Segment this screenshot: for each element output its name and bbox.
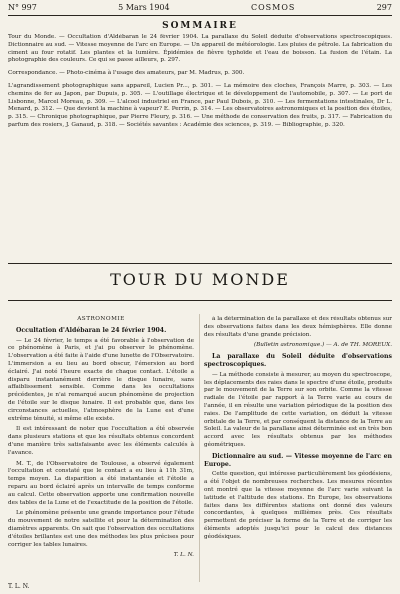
issue-date: 5 Mars 1904: [118, 3, 170, 12]
tour-du-monde-title: TOUR DU MONDE: [110, 270, 290, 289]
issue-number: N° 997: [8, 3, 37, 12]
article-title: La parallaxe du Soleil déduite d'observations spectroscopiques.: [204, 353, 392, 368]
article-paragraph: — Le 24 février, le temps a été favorable à l'observation de ce phénomène à Paris, et j'ai pu observer le phénomène. L'observation a été faite à l'aide d'une lunette de l'Observatoire. L'immersion a eu lieu au bord obscur, l'émersion au bord éclairé. J'ai noté l'heure exacte de chaque contact. L'étoile a disparu instantanément derrière le disque lunaire, sans affaiblissement sensible. Comme dans les occultations précédentes, je n'ai remarqué aucun phénomène de projection de l'étoile sur le disque lunaire. Il est probable que, dans les circonstances actuelles, l'atmosphère de la Lune est d'une extrême ténuité, si même elle existe.: [8, 337, 194, 422]
article-paragraph: à la détermination de la parallaxe et des résultats obtenus sur des observations faites dans les deux hémisphères. Elle donne des résultats d'une grande précision.: [204, 316, 392, 338]
sommaire-paragraph: Tour du Monde. — Occultation d'Aldébaran le 24 février 1904. La parallaxe du Soleil déduite d'observations spectroscopiques. Dictionnaire au sud. — Vitesse moyenne de l'arc en Europe. — Un appareil de météorologie. Les pluies de pétrole. La fabrication du ciment au four rotatif. Les plantes et la lumière. Épidémies de fièvre typhoïde et l'eau de boisson. La fusion de l'étain. La photographie des couleurs. Ce qui se passe ailleurs, p. 297.: [8, 34, 392, 64]
article-signature: T. L. N.: [173, 552, 194, 559]
column-separator: [199, 314, 200, 582]
sommaire-paragraph: L'agrandissement photographique sans appareil, Lucien Pr..., p. 301. — La mémoire des cloches, François Marre, p. 303. — Les chemins de fer au Japon, par Dupuis, p. 305. — L'outillage électrique et le développement de l'automobile, p. 307. — Le port de Lisbonne, Marcel Moreau, p. 309. — L'alcool industriel en France, par Paul Dubois, p. 310. — Les fermentations intestinales, Dr L. Menard, p. 312. — Que devient la machine à vapeur? E. Perrin, p. 314. — Les observatoires astronomiques et la position des étoiles, p. 315. — Chronique photographique, par Pierre Fleury, p. 316. — Une méthode de conservation des fruits, p. 317. — Fabrication du parfum des rosiers, J. Ganaud, p. 318. — Sociétés savantes : Académie des sciences, p. 319. — Bibliographie, p. 320.: [8, 82, 392, 128]
page-number: 297: [376, 3, 392, 12]
right-column: [204, 316, 392, 582]
sommaire-paragraph: Correspondance. — Photo-cinéma à l'usage des amateurs, par M. Madrus, p. 300.: [8, 70, 245, 77]
sommaire-title: SOMMAIRE: [162, 21, 238, 31]
page-footer: T. L. N.: [8, 583, 30, 590]
section-heading: ASTRONOMIE: [77, 316, 125, 322]
article-paragraph: Il est intéressant de noter que l'occultation a été observée dans plusieurs stations et que les résultats obtenus concordent d'une manière très satisfaisante avec les éléments calculés à l'avance.: [8, 426, 194, 456]
article-signature: (Bulletin astronomique.) — A. de TH. MOREUX.: [253, 342, 392, 349]
page-header: [8, 2, 392, 14]
article-paragraph: Le phénomène présente une grande importance pour l'étude du mouvement de notre satellite et pour la détermination des diamètres apparents. On sait que l'observation des occultations d'étoiles brillantes est une des méthodes les plus précises pour corriger les tables lunaires.: [8, 510, 194, 548]
section-rule-bottom: [8, 300, 392, 301]
article-paragraph: Cette question, qui intéresse particulièrement les géodésiens, a été l'objet de nombreuses recherches. Les mesures récentes ont montré que la vitesse moyenne de l'arc varie suivant la latitude et l'altitude des stations. En Europe, les observations faites dans les différentes stations ont donné des valeurs concordantes, à quelques millièmes près. Ces résultats permettent de préciser la forme de la Terre et de corriger les éléments adoptés jusqu'ici pour le calcul des distances géodésiques.: [204, 471, 392, 540]
article-title: Dictionnaire au sud. — Vitesse moyenne de l'arc en Europe.: [204, 452, 392, 468]
article-paragraph: — La méthode consiste à mesurer, au moyen du spectroscope, les déplacements des raies dans le spectre d'une étoile, produits par le mouvement de la Terre sur son orbite. Comme la vitesse radiale de l'étoile par rapport à la Terre varie au cours de l'année, il en résulte une variation périodique de la position des raies. De l'amplitude de cette variation, on déduit la vitesse orbitale de la Terre, et par conséquent la distance de la Terre au Soleil. La valeur de la parallaxe ainsi déterminée est en très bon accord avec les résultats obtenus par les méthodes géométriques.: [204, 371, 392, 448]
section-rule-top: [8, 263, 392, 264]
journal-name: COSMOS: [250, 3, 296, 12]
article-title: Occultation d'Aldébaran le 24 février 1904.: [16, 326, 167, 334]
left-column: [8, 316, 194, 582]
header-rule: [8, 15, 392, 16]
sommaire-body: [8, 34, 392, 260]
article-paragraph: M. T., de l'Observatoire de Toulouse, a observé également l'occultation et constaté que le contact a eu lieu à 11h 31m, temps moyen. La disparition a été instantanée et l'étoile a reparu au bord éclairé après un intervalle de temps conforme au calcul. Cette observation apporte une confirmation nouvelle des tables de la Lune et de l'exactitude de la position de l'étoile.: [8, 460, 194, 506]
